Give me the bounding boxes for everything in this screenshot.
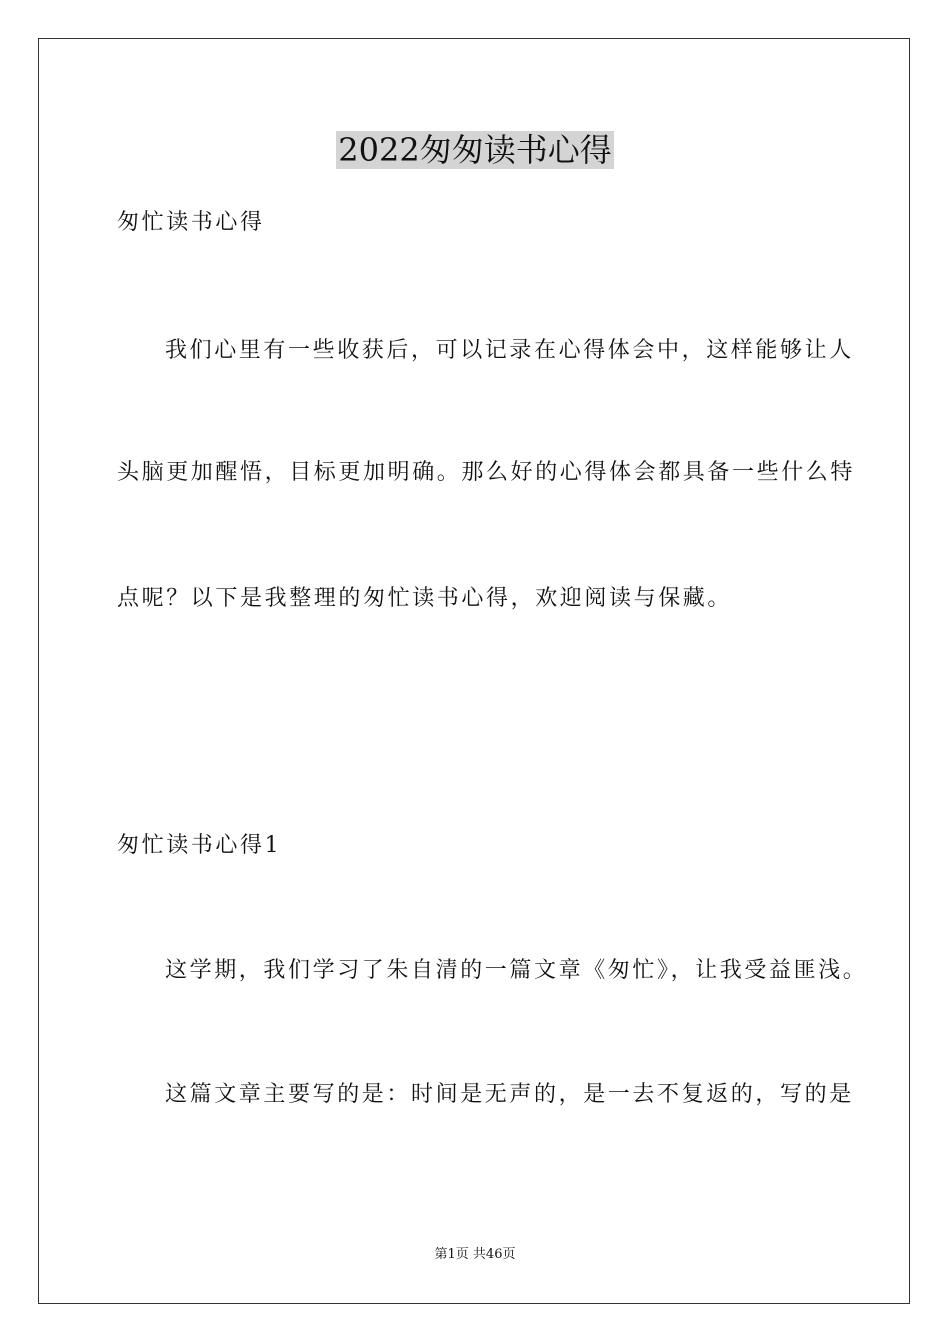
paragraph-line: 这学期，我们学习了朱自清的一篇文章《匆忙》，让我受益匪浅。	[165, 958, 868, 983]
paragraph-line: 我们心里有一些收获后，可以记录在心得体会中，这样能够让人	[165, 338, 854, 363]
paragraph-line: 头脑更加醒悟，目标更加明确。那么好的心得体会都具备一些什么特	[117, 460, 856, 485]
document-title: 2022匆匆读书心得	[338, 131, 612, 169]
page-footer: 第1页 共46页	[434, 1247, 516, 1262]
document-title-container	[0, 128, 950, 172]
section-heading: 匆忙读书心得1	[117, 833, 282, 858]
subtitle: 匆忙读书心得	[117, 210, 265, 235]
paragraph-line: 这篇文章主要写的是：时间是无声的，是一去不复返的，写的是	[165, 1082, 854, 1107]
paragraph-line: 点呢？以下是我整理的匆忙读书心得，欢迎阅读与保藏。	[117, 586, 733, 611]
